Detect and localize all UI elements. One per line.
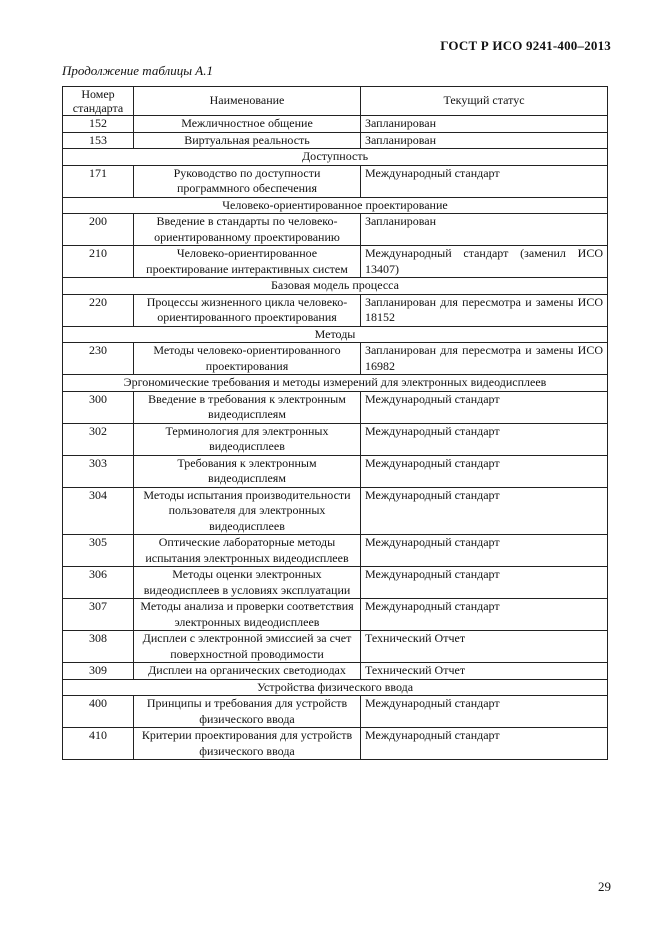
standards-table	[62, 86, 608, 760]
standard-status: Технический Отчет	[361, 631, 608, 663]
standard-name: Методы анализа и проверки соответствия электронных видеодисплеев	[134, 599, 361, 631]
standard-status: Международный стандарт (заменил ИСО 13407)	[361, 246, 608, 278]
standard-number: 152	[63, 116, 134, 133]
standard-name: Межличностное общение	[134, 116, 361, 133]
table-row	[63, 116, 608, 133]
section-title: Доступность	[63, 149, 608, 166]
standard-status: Международный стандарт	[361, 165, 608, 197]
table-row	[63, 214, 608, 246]
standard-status: Запланирован для пересмотра и замены ИСО 16982	[361, 343, 608, 375]
table-row	[63, 132, 608, 149]
standard-status: Запланирован	[361, 132, 608, 149]
table-row	[63, 455, 608, 487]
section-row	[63, 326, 608, 343]
section-title: Методы	[63, 326, 608, 343]
section-row	[63, 149, 608, 166]
standard-status: Международный стандарт	[361, 423, 608, 455]
section-title: Устройства физического ввода	[63, 679, 608, 696]
standard-number: 230	[63, 343, 134, 375]
table-row	[63, 599, 608, 631]
standard-status: Технический Отчет	[361, 663, 608, 680]
standard-number: 171	[63, 165, 134, 197]
standard-name: Виртуальная реальность	[134, 132, 361, 149]
table-row	[63, 391, 608, 423]
table-row	[63, 423, 608, 455]
standard-number: 410	[63, 728, 134, 760]
standard-number: 305	[63, 535, 134, 567]
document-header: ГОСТ Р ИСО 9241-400–2013	[440, 38, 611, 53]
table-row	[63, 631, 608, 663]
standard-name: Руководство по доступности программного обеспечения	[134, 165, 361, 197]
standard-name: Человеко-ориентированное проектирование интерактивных систем	[134, 246, 361, 278]
standard-status: Международный стандарт	[361, 696, 608, 728]
table-row	[63, 294, 608, 326]
standard-number: 309	[63, 663, 134, 680]
standard-number: 300	[63, 391, 134, 423]
standard-name: Методы оценки электронных видеодисплеев в условиях эксплуатации	[134, 567, 361, 599]
column-header-name: Наименование	[134, 87, 361, 116]
standard-status: Международный стандарт	[361, 567, 608, 599]
standard-status: Международный стандарт	[361, 535, 608, 567]
table-row	[63, 165, 608, 197]
standard-status: Международный стандарт	[361, 391, 608, 423]
page-number: 29	[598, 879, 611, 894]
column-header-number: Номер стандарта	[63, 87, 134, 116]
table-row	[63, 696, 608, 728]
table-row	[63, 343, 608, 375]
standard-status: Запланирован	[361, 116, 608, 133]
standard-name: Дисплеи на органических светодиодах	[134, 663, 361, 680]
section-title: Человеко-ориентированное проектирование	[63, 197, 608, 214]
standard-name: Методы человеко-ориентированного проектирования	[134, 343, 361, 375]
standard-number: 308	[63, 631, 134, 663]
table-caption: Продолжение таблицы А.1	[62, 63, 213, 78]
standard-number: 210	[63, 246, 134, 278]
column-header-status: Текущий статус	[361, 87, 608, 116]
table-row	[63, 246, 608, 278]
standard-name: Терминология для электронных видеодисплеев	[134, 423, 361, 455]
standard-name: Введение в стандарты по человеко-ориентированному проектированию	[134, 214, 361, 246]
section-row	[63, 278, 608, 295]
table-row	[63, 728, 608, 760]
table-row	[63, 567, 608, 599]
standard-number: 153	[63, 132, 134, 149]
table-row	[63, 535, 608, 567]
standard-number: 303	[63, 455, 134, 487]
standard-number: 307	[63, 599, 134, 631]
table-row	[63, 487, 608, 535]
standard-name: Дисплеи с электронной эмиссией за счет поверхностной проводимости	[134, 631, 361, 663]
standard-status: Запланирован	[361, 214, 608, 246]
standard-status: Международный стандарт	[361, 455, 608, 487]
standard-name: Введение в требования к электронным видеодисплеям	[134, 391, 361, 423]
section-row	[63, 679, 608, 696]
section-row	[63, 197, 608, 214]
standard-number: 200	[63, 214, 134, 246]
standard-name: Критерии проектирования для устройств физического ввода	[134, 728, 361, 760]
section-row	[63, 375, 608, 392]
table-header-row	[63, 87, 608, 116]
section-title: Эргономические требования и методы измерений для электронных видеодисплеев	[63, 375, 608, 392]
standard-status: Запланирован для пересмотра и замены ИСО 18152	[361, 294, 608, 326]
standard-number: 220	[63, 294, 134, 326]
standard-name: Принципы и требования для устройств физического ввода	[134, 696, 361, 728]
standard-name: Оптические лабораторные методы испытания электронных видеодисплеев	[134, 535, 361, 567]
standard-name: Требования к электронным видеодисплеям	[134, 455, 361, 487]
standard-status: Международный стандарт	[361, 487, 608, 535]
table-row	[63, 663, 608, 680]
standard-number: 306	[63, 567, 134, 599]
standard-name: Процессы жизненного цикла человеко-ориентированного проектирования	[134, 294, 361, 326]
standard-number: 304	[63, 487, 134, 535]
section-title: Базовая модель процесса	[63, 278, 608, 295]
standard-status: Международный стандарт	[361, 599, 608, 631]
standard-name: Методы испытания производительности пользователя для электронных видеодисплеев	[134, 487, 361, 535]
standard-number: 400	[63, 696, 134, 728]
standard-number: 302	[63, 423, 134, 455]
standard-status: Международный стандарт	[361, 728, 608, 760]
